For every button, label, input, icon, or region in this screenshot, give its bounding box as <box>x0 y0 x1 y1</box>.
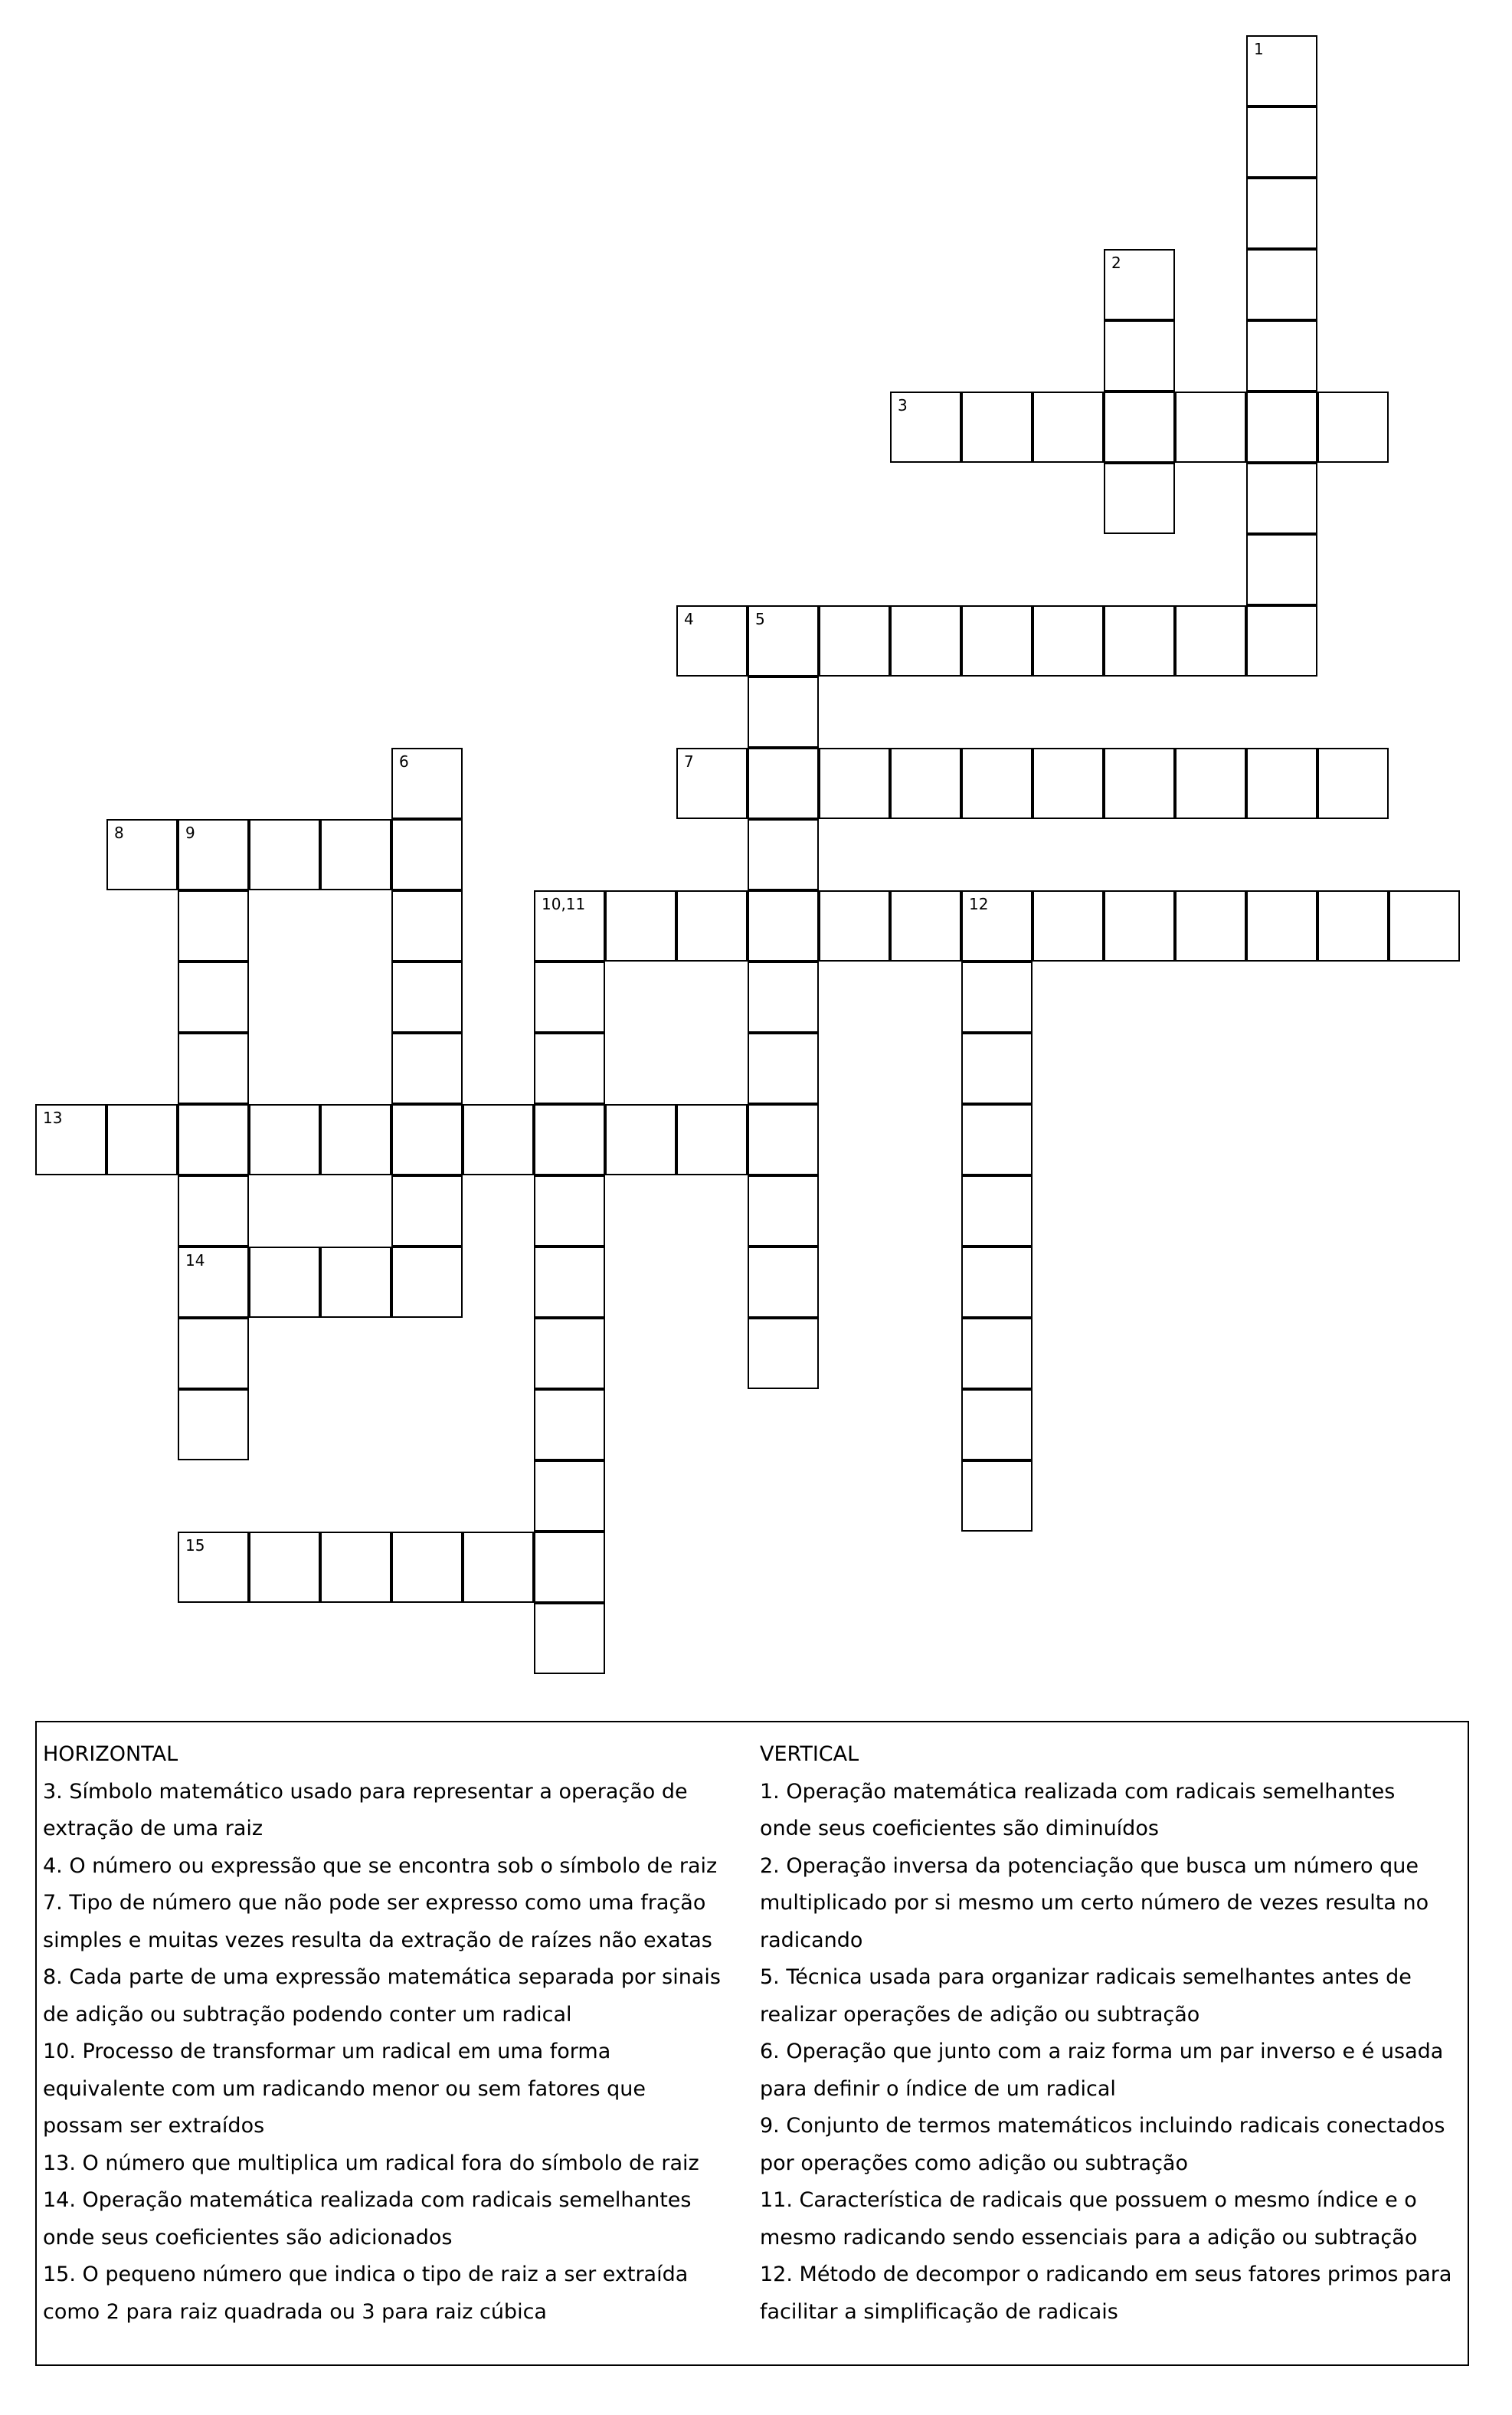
grid-cell[interactable] <box>534 1175 605 1247</box>
grid-cell[interactable] <box>391 819 463 890</box>
grid-cell[interactable] <box>1246 320 1317 392</box>
grid-cell[interactable] <box>249 1532 320 1603</box>
grid-cell[interactable] <box>1246 463 1317 534</box>
grid-cell[interactable] <box>178 1175 249 1247</box>
grid-cell[interactable] <box>391 1532 463 1603</box>
grid-cell[interactable] <box>748 1247 819 1318</box>
clue-number-5: 5 <box>755 610 765 628</box>
grid-cell[interactable] <box>534 890 605 962</box>
grid-cell[interactable] <box>748 1175 819 1247</box>
grid-cell[interactable] <box>178 962 249 1033</box>
grid-cell[interactable] <box>1033 748 1104 819</box>
grid-cell[interactable] <box>391 890 463 962</box>
grid-cell[interactable] <box>106 1104 178 1175</box>
grid-cell[interactable] <box>1317 890 1389 962</box>
grid-cell[interactable] <box>676 890 748 962</box>
grid-cell[interactable] <box>1104 249 1175 320</box>
grid-cell[interactable] <box>534 1318 605 1389</box>
grid-cell[interactable] <box>534 1033 605 1104</box>
grid-cell[interactable] <box>890 392 961 463</box>
grid-cell[interactable] <box>1246 890 1317 962</box>
clue-number-13: 13 <box>43 1109 63 1127</box>
grid-cell[interactable] <box>1389 890 1460 962</box>
grid-cell[interactable] <box>1104 463 1175 534</box>
clue-number-9: 9 <box>185 824 195 842</box>
grid-cell[interactable] <box>748 748 819 819</box>
grid-cell[interactable] <box>178 1389 249 1460</box>
grid-cell[interactable] <box>748 1318 819 1389</box>
grid-cell[interactable] <box>605 890 676 962</box>
grid-cell[interactable] <box>391 1175 463 1247</box>
clue-number-10-11: 10,11 <box>542 895 586 913</box>
grid-cell[interactable] <box>961 890 1033 962</box>
grid-cell[interactable] <box>961 1318 1033 1389</box>
grid-cell[interactable] <box>748 1033 819 1104</box>
clue-h4: 4. O número ou expressão que se encontra sob o símbolo de raiz <box>43 1853 718 1878</box>
grid-cell[interactable] <box>1317 748 1389 819</box>
grid-cell[interactable] <box>1175 748 1246 819</box>
grid-cell[interactable] <box>1246 35 1317 106</box>
grid-cell[interactable] <box>391 748 463 819</box>
grid-cell[interactable] <box>961 1104 1033 1175</box>
vertical-heading: VERTICAL <box>760 1742 859 1766</box>
grid-cell[interactable] <box>1104 748 1175 819</box>
clues-box <box>35 1721 1469 2366</box>
grid-cell[interactable] <box>534 1603 605 1674</box>
grid-cell[interactable] <box>1317 392 1389 463</box>
grid-cell[interactable] <box>1246 392 1317 463</box>
grid-cell[interactable] <box>1246 534 1317 605</box>
grid-cell[interactable] <box>1104 320 1175 392</box>
clue-h13: 13. O número que multiplica um radical fora do símbolo de raiz <box>43 2151 699 2175</box>
grid-cell[interactable] <box>1246 178 1317 249</box>
clue-h15: 15. O pequeno número que indica o tipo de raiz a ser extraída como 2 para raiz quadrada ou 3 para raiz cúbica <box>43 2263 689 2324</box>
grid-cell[interactable] <box>35 1104 106 1175</box>
grid-cell[interactable] <box>890 748 961 819</box>
grid-cell[interactable] <box>961 1033 1033 1104</box>
grid-cell[interactable] <box>391 1104 463 1175</box>
grid-cell[interactable] <box>961 962 1033 1033</box>
vertical-clues <box>760 1736 1453 2331</box>
grid-cell[interactable] <box>178 819 249 890</box>
grid-cell[interactable] <box>1246 605 1317 677</box>
grid-cell[interactable] <box>178 1247 249 1318</box>
clue-number-14: 14 <box>185 1251 205 1270</box>
grid-cell[interactable] <box>819 890 890 962</box>
clue-v5: 5. Técnica usada para organizar radicais semelhantes antes de realizar operações de adição ou subtração <box>760 1965 1412 2027</box>
grid-cell[interactable] <box>320 1247 391 1318</box>
grid-cell[interactable] <box>1033 392 1104 463</box>
grid-cell[interactable] <box>961 1389 1033 1460</box>
clue-number-3: 3 <box>898 396 908 415</box>
grid-cell[interactable] <box>249 1247 320 1318</box>
grid-cell[interactable] <box>534 1104 605 1175</box>
grid-cell[interactable] <box>320 1104 391 1175</box>
clue-v11: 11. Característica de radicais que possuem o mesmo índice e o mesmo radicando sendo essenciais para a adição ou subtração <box>760 2188 1418 2250</box>
grid-cell[interactable] <box>1246 249 1317 320</box>
grid-cell[interactable] <box>1175 392 1246 463</box>
clue-number-15: 15 <box>185 1536 205 1555</box>
grid-cell[interactable] <box>1104 392 1175 463</box>
clue-number-4: 4 <box>684 610 694 628</box>
grid-cell[interactable] <box>391 1247 463 1318</box>
grid-cell[interactable] <box>320 1532 391 1603</box>
grid-cell[interactable] <box>391 1033 463 1104</box>
grid-cell[interactable] <box>1175 890 1246 962</box>
grid-cell[interactable] <box>676 748 748 819</box>
grid-cell[interactable] <box>961 1175 1033 1247</box>
grid-cell[interactable] <box>961 748 1033 819</box>
grid-cell[interactable] <box>391 962 463 1033</box>
grid-cell[interactable] <box>178 1104 249 1175</box>
grid-cell[interactable] <box>1033 605 1104 677</box>
grid-cell[interactable] <box>534 1389 605 1460</box>
clue-v9: 9. Conjunto de termos matemáticos incluindo radicais conectados por operações como adição ou subtração <box>760 2114 1445 2175</box>
grid-cell[interactable] <box>463 1532 534 1603</box>
clue-number-8: 8 <box>114 824 124 842</box>
clue-h3: 3. Símbolo matemático usado para representar a operação de extração de uma raiz <box>43 1779 688 1840</box>
clue-v1: 1. Operação matemática realizada com radicais semelhantes onde seus coeficientes são diminuídos <box>760 1779 1396 1840</box>
grid-cell[interactable] <box>1246 748 1317 819</box>
clue-number-12: 12 <box>969 895 989 913</box>
grid-cell[interactable] <box>534 1532 605 1603</box>
grid-cell[interactable] <box>534 1460 605 1532</box>
grid-cell[interactable] <box>961 1247 1033 1318</box>
grid-cell[interactable] <box>178 1033 249 1104</box>
grid-cell[interactable] <box>748 819 819 890</box>
grid-cell[interactable] <box>961 605 1033 677</box>
grid-cell[interactable] <box>320 819 391 890</box>
grid-cell[interactable] <box>605 1104 676 1175</box>
grid-cell[interactable] <box>676 1104 748 1175</box>
clue-number-7: 7 <box>684 752 694 771</box>
clue-number-2: 2 <box>1111 254 1121 272</box>
horizontal-clues <box>43 1736 732 2331</box>
grid-cell[interactable] <box>819 605 890 677</box>
grid-cell[interactable] <box>676 605 748 677</box>
grid-cell[interactable] <box>249 819 320 890</box>
grid-cell[interactable] <box>178 1318 249 1389</box>
grid-cell[interactable] <box>534 1247 605 1318</box>
grid-cell[interactable] <box>1104 890 1175 962</box>
grid-cell[interactable] <box>1175 605 1246 677</box>
grid-cell[interactable] <box>748 677 819 748</box>
clue-v6: 6. Operação que junto com a raiz forma um par inverso e é usada para definir o índice de um radical <box>760 2040 1444 2101</box>
grid-cell[interactable] <box>961 1460 1033 1532</box>
grid-cell[interactable] <box>961 392 1033 463</box>
grid-cell[interactable] <box>463 1104 534 1175</box>
grid-cell[interactable] <box>748 962 819 1033</box>
grid-cell[interactable] <box>534 962 605 1033</box>
clue-number-1: 1 <box>1254 40 1264 58</box>
clue-h7: 7. Tipo de número que não pode ser expresso como uma fração simples e muitas vezes resulta da extração de raízes não exatas <box>43 1891 712 1952</box>
grid-cell[interactable] <box>890 605 961 677</box>
grid-cell[interactable] <box>819 748 890 819</box>
grid-cell[interactable] <box>748 605 819 677</box>
grid-cell[interactable] <box>748 890 819 962</box>
grid-cell[interactable] <box>748 1104 819 1175</box>
clue-h14: 14. Operação matemática realizada com radicais semelhantes onde seus coeficientes são adicionados <box>43 2188 692 2250</box>
grid-cell[interactable] <box>178 1532 249 1603</box>
clue-h10: 10. Processo de transformar um radical em uma forma equivalente com um radicando menor ou sem fatores que possam ser extraídos <box>43 2040 646 2138</box>
grid-cell[interactable] <box>249 1104 320 1175</box>
grid-cell[interactable] <box>1246 106 1317 178</box>
clue-v2: 2. Operação inversa da potenciação que busca um número que multiplicado por si mesmo um certo número de vezes resulta no radicando <box>760 1853 1429 1952</box>
clue-number-6: 6 <box>399 752 409 771</box>
grid-cell[interactable] <box>890 890 961 962</box>
grid-cell[interactable] <box>106 819 178 890</box>
clue-h8: 8. Cada parte de uma expressão matemática separada por sinais de adição ou subtração podendo conter um radical <box>43 1965 721 2027</box>
grid-cell[interactable] <box>1033 890 1104 962</box>
grid-cell[interactable] <box>178 890 249 962</box>
horizontal-heading: HORIZONTAL <box>43 1742 178 1766</box>
grid-cell[interactable] <box>1104 605 1175 677</box>
clue-v12: 12. Método de decompor o radicando em seus fatores primos para facilitar a simplificação de radicais <box>760 2263 1452 2324</box>
